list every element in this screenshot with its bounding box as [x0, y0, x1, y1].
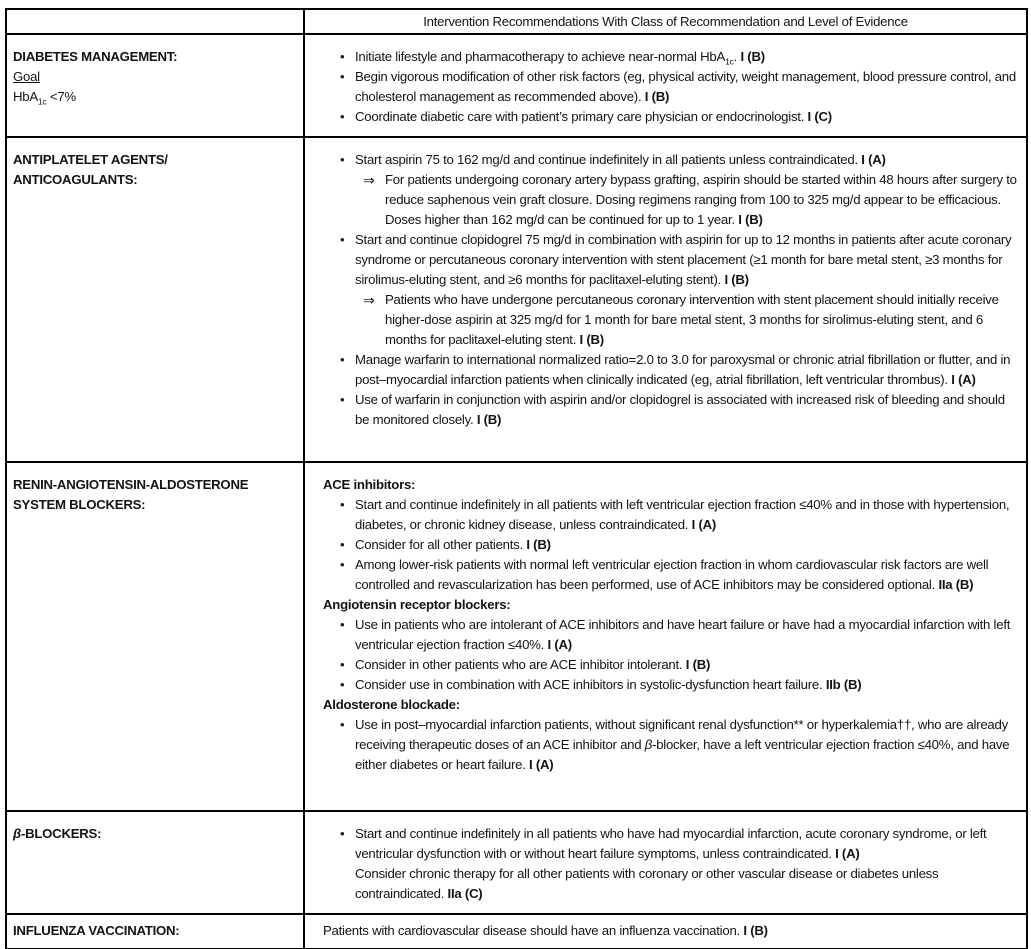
recommendation-item: [323, 47, 1018, 67]
evidence-grade: IIb (B): [825, 677, 862, 692]
recommendation-body: [355, 824, 1018, 864]
category-cell: [6, 462, 304, 811]
bullet-icon: •: [340, 557, 345, 572]
recommendation-text: Start and continue clopidogrel 75 mg/d in combination with aspirin for up to 12 months in patients after acute coronary syndrome or percutaneous coronary intervention with stent placement (≥1 month for bare metal stent, ≥3 months for sirolimus-eluting stent, and ≥6 months for paclitaxel-eluting stent).: [355, 232, 1012, 287]
recommendations-cell: [304, 811, 1027, 914]
bullet-icon: •: [340, 657, 345, 672]
recommendations-cell: [304, 34, 1027, 137]
recommendation-text: Initiate lifestyle and pharmacotherapy to achieve near-normal HbA$_{1c}$.: [355, 49, 738, 67]
recommendation-item: [323, 107, 1018, 127]
recommendation-item: [323, 495, 1018, 535]
recommendation-body: [355, 555, 1018, 595]
category-cell: [6, 34, 304, 137]
table-row: [6, 137, 1027, 462]
category-line: Goal: [13, 69, 40, 84]
recommendation-text: Consider in other patients who are ACE inhibitor intolerant.: [355, 657, 683, 672]
recommendation-text: Start aspirin 75 to 162 mg/d and continue indefinitely in all patients unless contraindicated.: [355, 152, 858, 167]
recommendation-item: [323, 655, 1018, 675]
evidence-grade: I (B): [526, 537, 551, 552]
recommendation-item: [355, 864, 1018, 904]
table-row: [6, 34, 1027, 137]
evidence-grade: I (B): [476, 412, 502, 427]
recommendation-item: [323, 390, 1018, 430]
evidence-grade: I (A): [691, 517, 717, 532]
recommendation-item: [323, 615, 1018, 655]
recommendation-item: [323, 230, 1018, 290]
recommendation-item: [323, 170, 1018, 230]
recommendations-table: [5, 8, 1028, 949]
recommendation-body: [355, 655, 1018, 675]
recommendation-body: [385, 170, 1018, 230]
arrow-icon: ⇒: [363, 292, 375, 308]
recommendation-item: [323, 921, 1018, 941]
recommendation-item: [323, 150, 1018, 170]
recommendation-body: [323, 695, 1018, 715]
bullet-icon: •: [340, 152, 345, 167]
bullet-icon: •: [340, 109, 345, 124]
evidence-grade: I (B): [738, 212, 763, 227]
recommendation-body: [355, 864, 1018, 904]
category-line: INFLUENZA VACCINATION:: [13, 923, 180, 938]
recommendations-cell: [304, 137, 1027, 462]
recommendation-text: Consider chronic therapy for all other patients with coronary or other vascular disease or diabetes unless contraindicated.: [355, 866, 939, 901]
bullet-icon: •: [340, 69, 345, 84]
recommendation-text: Aldosterone blockade:: [323, 697, 460, 712]
recommendation-text: Start and continue indefinitely in all patients with left ventricular ejection fraction ≤40% and in those with hypertension, diabetes, or chronic kidney disease, unless contraindicated.: [355, 497, 1010, 532]
category-cell: [6, 137, 304, 462]
recommendation-text: Among lower-risk patients with normal left ventricular ejection fraction in whom cardiovascular risk factors are well controlled and revascularization has been performed, use of ACE inhibitors may be considered optional.: [355, 557, 989, 592]
recommendation-item: [323, 535, 1018, 555]
recommendation-text: Patients who have undergone percutaneous coronary intervention with stent placement should initially receive higher-dose aspirin at 325 mg/d for 1 month for bare metal stent, 3 months for sirolimus-eluting stent, and 6 months for paclitaxel-eluting stent.: [385, 292, 999, 347]
category-line: HbA$_{1c}$ <7%: [13, 89, 76, 107]
recommendation-text: Use of warfarin in conjunction with aspirin and/or clopidogrel is associated with increased risk of bleeding and should be monitored closely.: [355, 392, 1005, 427]
table-header-row: [6, 9, 1027, 34]
recommendation-body: [355, 150, 1018, 170]
recommendation-text: Consider for all other patients.: [355, 537, 523, 552]
recommendations-cell: [304, 462, 1027, 811]
bullet-icon: •: [340, 677, 345, 692]
recommendation-text: Angiotensin receptor blockers:: [323, 597, 511, 612]
recommendation-item: [323, 555, 1018, 595]
recommendation-item: [323, 67, 1018, 107]
recommendation-item: [323, 824, 1018, 864]
recommendation-body: [355, 107, 1018, 127]
recommendation-item: [323, 715, 1018, 775]
recommendations-cell: [304, 914, 1027, 949]
recommendation-body: [355, 495, 1018, 535]
table-row: [6, 914, 1027, 949]
recommendation-body: [355, 230, 1018, 290]
evidence-grade: IIa (B): [938, 577, 974, 592]
recommendation-item: [323, 475, 1018, 495]
category-line: β-BLOCKERS:: [13, 826, 102, 841]
recommendation-item: [323, 290, 1018, 350]
bullet-icon: •: [340, 497, 345, 512]
evidence-grade: I (A): [835, 846, 860, 861]
evidence-grade: I (B): [724, 272, 749, 287]
bullet-icon: •: [340, 826, 345, 841]
evidence-grade: I (A): [951, 372, 976, 387]
evidence-grade: I (A): [547, 637, 572, 652]
recommendation-item: [323, 595, 1018, 615]
intervention-header-cell: [304, 9, 1027, 34]
evidence-grade: I (B): [743, 923, 768, 938]
recommendation-item: [323, 675, 1018, 695]
category-cell: [6, 811, 304, 914]
bullet-icon: •: [340, 232, 345, 247]
recommendation-body: [385, 290, 1018, 350]
recommendation-text: Use in post–myocardial infarction patients, without significant renal dysfunction** or hyperkalemia††, who are already receiving therapeutic doses of an ACE inhibitor and β-blocker, have a left ventricular ejection fraction ≤40%, and have either diabetes or heart failure.: [355, 717, 1010, 772]
bullet-icon: •: [340, 49, 345, 64]
recommendation-text: Consider use in combination with ACE inhibitors in systolic-dysfunction heart failure.: [355, 677, 823, 692]
recommendation-body: [355, 350, 1018, 390]
category-line: SYSTEM BLOCKERS:: [13, 497, 146, 512]
recommendation-body: [355, 67, 1018, 107]
recommendation-body: [355, 535, 1018, 555]
table-row: [6, 462, 1027, 811]
recommendation-text: Manage warfarin to international normalized ratio=2.0 to 3.0 for paroxysmal or chronic atrial fibrillation or flutter, and in post–myocardial infarction patients when clinically indicated (eg, atrial fibrillation, left ventricular thrombus).: [355, 352, 1011, 387]
category-line: DIABETES MANAGEMENT:: [13, 49, 178, 64]
recommendation-body: [323, 475, 1018, 495]
recommendation-body: [355, 47, 1018, 67]
recommendation-body: [355, 615, 1018, 655]
recommendation-body: [355, 715, 1018, 775]
table-row: [6, 811, 1027, 914]
recommendation-text: Begin vigorous modification of other risk factors (eg, physical activity, weight management, blood pressure control, and cholesterol management as recommended above).: [355, 69, 1016, 104]
category-header-cell: [6, 9, 304, 34]
category-line: RENIN-ANGIOTENSIN-ALDOSTERONE: [13, 477, 249, 492]
recommendation-text: ACE inhibitors:: [323, 477, 416, 492]
evidence-grade: I (B): [644, 89, 670, 104]
bullet-icon: •: [340, 717, 345, 732]
recommendation-item: [323, 695, 1018, 715]
table-header-title: Intervention Recommendations With Class of Recommendation and Level of Evidence: [423, 14, 908, 29]
category-line: ANTIPLATELET AGENTS/: [13, 152, 168, 167]
evidence-grade: I (B): [685, 657, 711, 672]
bullet-icon: •: [340, 537, 345, 552]
bullet-icon: •: [340, 352, 345, 367]
category-cell: [6, 914, 304, 949]
evidence-grade: I (B): [579, 332, 604, 347]
arrow-icon: ⇒: [363, 172, 375, 188]
evidence-grade: I (A): [861, 152, 886, 167]
recommendation-text: Use in patients who are intolerant of ACE inhibitors and have heart failure or have had a myocardial infarction with left ventricular ejection fraction ≤40%.: [355, 617, 1011, 652]
recommendation-text: Start and continue indefinitely in all patients who have had myocardial infarction, acute coronary syndrome, or left ventricular dysfunction with or without heart failure symptoms, unless contraindicated.: [355, 826, 987, 861]
recommendation-body: [355, 675, 1018, 695]
evidence-grade: I (C): [807, 109, 832, 124]
evidence-grade: IIa (C): [447, 886, 483, 901]
recommendation-text: For patients undergoing coronary artery bypass grafting, aspirin should be started within 48 hours after surgery to reduce saphenous vein graft closure. Dosing regimens ranging from 100 to 325 mg/d appear to be efficacious. Doses higher than 162 mg/d can be continued for up to 1 year.: [385, 172, 1017, 227]
recommendation-body: [323, 595, 1018, 615]
bullet-icon: •: [340, 392, 345, 407]
evidence-grade: I (A): [529, 757, 554, 772]
recommendation-text: Coordinate diabetic care with patient’s primary care physician or endocrinologist.: [355, 109, 805, 124]
recommendation-body: [323, 921, 1018, 941]
category-line: ANTICOAGULANTS:: [13, 172, 138, 187]
bullet-icon: •: [340, 617, 345, 632]
recommendation-item: [323, 350, 1018, 390]
recommendation-body: [355, 390, 1018, 430]
evidence-grade: I (B): [740, 49, 765, 64]
recommendation-text: Patients with cardiovascular disease should have an influenza vaccination.: [323, 923, 740, 938]
